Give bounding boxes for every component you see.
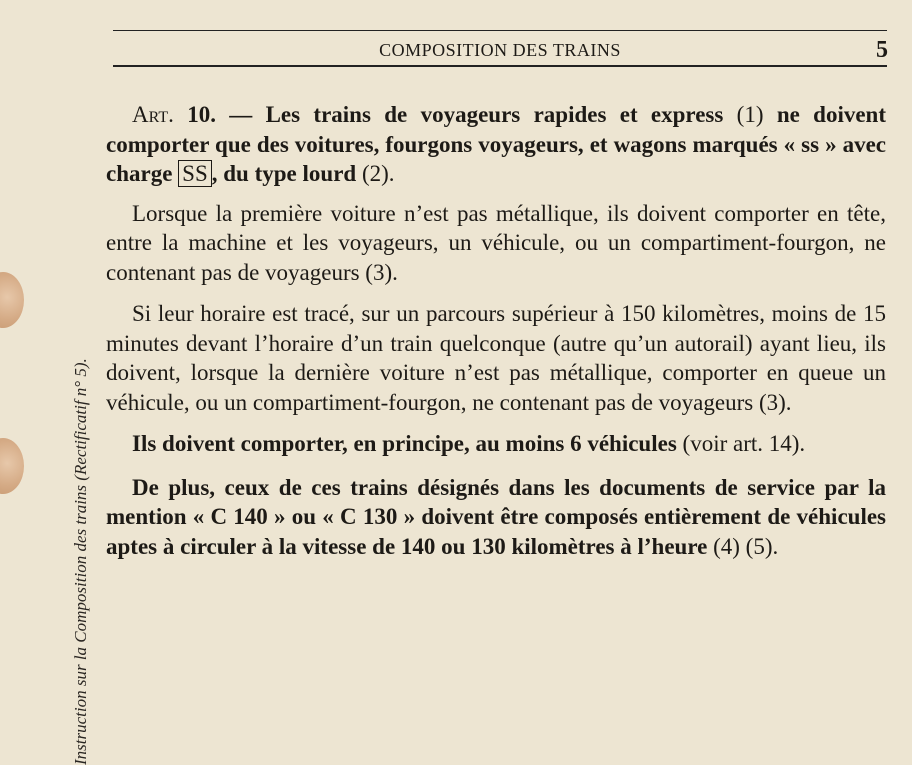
article-text: , du type lourd <box>211 161 362 186</box>
footnote-ref: (2). <box>361 161 395 186</box>
running-header: COMPOSITION DES TRAINS <box>379 40 621 60</box>
article-label: Art. <box>132 102 174 127</box>
article-text: ne doivent comporter que des voitures, fourgons voyageurs, et wagons marqués « ss » avec charge <box>106 102 886 186</box>
header-rule-bottom <box>113 65 887 67</box>
body-text <box>106 100 886 561</box>
paragraph <box>106 473 886 562</box>
article-dash: — <box>215 102 266 127</box>
article-paragraph <box>106 100 886 189</box>
plain-text: (4) (5). <box>707 533 779 559</box>
footnote-ref: (1) <box>736 102 764 127</box>
paragraph <box>106 429 886 459</box>
plain-text: (voir art. 14). <box>676 431 806 456</box>
paragraph: Si leur horaire est tracé, sur un parcours supérieur à 150 kilomètres, moins de 15 minutes devant l’horaire d’un train quelconque (autre qu’un autorail) ayant lieu, ils doivent, lorsque la dernière voiture n’est pas métallique, comporter en queue un véhicule, ou un compartiment-fourgon, ne contenant pas de voyageurs (3). <box>106 301 886 415</box>
boxed-mark: SS <box>178 160 212 187</box>
paragraph: Lorsque la première voiture n’est pas métallique, ils doivent comporter en tête, entre la machine et les voyageurs, un véhicule, ou un compartiment-fourgon, ne contenant pas de voyageurs (3). <box>106 200 886 285</box>
binder-hole <box>0 438 24 494</box>
header-rule-top <box>113 30 887 31</box>
article-text: Les trains de voyageurs rapides et express <box>265 102 737 127</box>
page-number: 5 <box>876 37 888 63</box>
bold-text: De plus, ceux de ces trains désignés dans les documents de service par la mention « C 140 » ou « C 130 » doivent être composés entièrement de véhicules aptes à circuler à la vitesse de 140 ou 130 kilomètres à l’heure <box>106 474 886 559</box>
article-number: 10. <box>187 102 216 127</box>
bold-text: Ils doivent comporter, en principe, au moins 6 véhicules <box>132 431 677 456</box>
margin-note: Instruction sur la Composition des trains (Rectificatif n° 5). <box>71 358 90 765</box>
binder-hole <box>0 272 24 328</box>
